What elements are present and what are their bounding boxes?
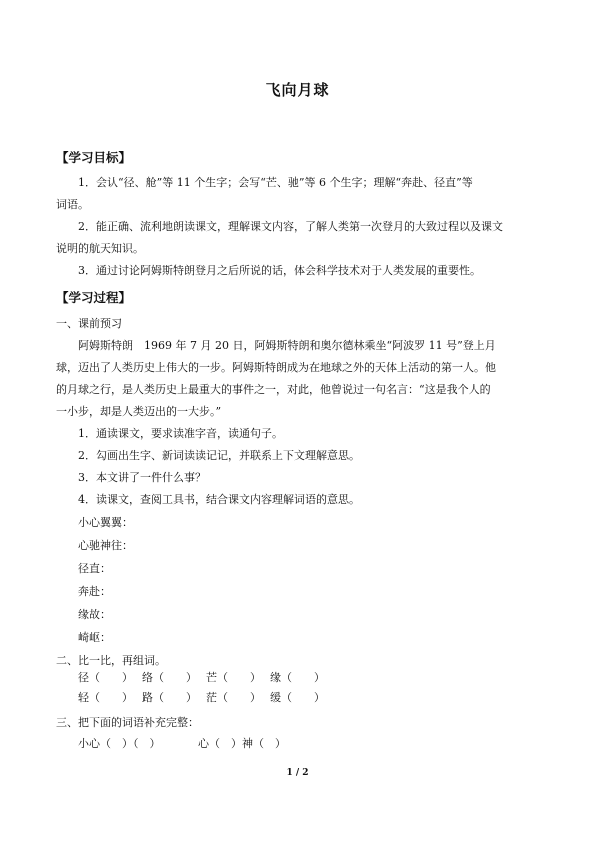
- part1-title: 一、课前预习: [56, 317, 122, 330]
- word-item: 心驰神往：: [78, 539, 133, 552]
- bio-line-4: 一小步，却是人类迈出的一大步。”: [56, 405, 222, 418]
- process-heading: 【学习过程】: [56, 290, 132, 305]
- page-number: 1 / 2: [286, 768, 309, 778]
- compare-cell: 络（ ）: [142, 671, 197, 684]
- bio-line-1: 阿姆斯特朗 1969 年 7 月 20 日，阿姆斯特朗和奥尔德林乘坐“阿波罗 11 号”登上月: [78, 339, 496, 352]
- word-item: 奔赴：: [78, 585, 111, 598]
- word-item: 径直：: [78, 562, 111, 575]
- task-2: 2．勾画出生字、新词读读记记，并联系上下文理解意思。: [78, 449, 360, 462]
- word-item: 缘故：: [78, 608, 111, 621]
- compare-cell: 径（ ）: [78, 671, 133, 684]
- compare-cell: 缓（ ）: [270, 691, 325, 704]
- page-title: 飞向月球: [265, 81, 330, 99]
- objective-2-line-1: 2．能正确、流利地朗读课文，理解课文内容，了解人类第一次登月的大致过程以及课文: [78, 220, 503, 233]
- compare-cell: 缘（ ）: [270, 671, 325, 684]
- bio-line-2: 球，迈出了人类历史上伟大的一步。阿姆斯特朗成为在地球之外的天体上活动的第一人。他: [56, 361, 496, 374]
- task-4: 4．读课文，查阅工具书，结合课文内容理解词语的意思。: [78, 493, 360, 506]
- task-3: 3．本文讲了一件什么事？: [78, 471, 206, 484]
- objectives-heading: 【学习目标】: [56, 150, 132, 165]
- part3-title: 三、把下面的词语补充完整：: [56, 716, 199, 729]
- part2-title: 二、比一比，再组词。: [56, 654, 166, 667]
- fill-blank-2: 心（ ）神（ ）: [198, 737, 286, 750]
- objective-2-line-2: 说明的航天知识。: [56, 242, 144, 255]
- compare-cell: 路（ ）: [142, 691, 197, 704]
- word-item: 小心翼翼：: [78, 516, 133, 529]
- compare-cell: 轻（ ）: [78, 691, 133, 704]
- objective-3: 3．通过讨论阿姆斯特朗登月之后所说的话，体会科学技术对于人类发展的重要性。: [78, 264, 481, 277]
- bio-line-3: 的月球之行，是人类历史上最重大的事件之一，对此，他曾说过一句名言：“这是我个人的: [56, 383, 491, 396]
- compare-cell: 茫（ ）: [206, 691, 261, 704]
- objective-1-line-1: 1．会认“径、舱”等 11 个生字；会写“芒、驰”等 6 个生字；理解“奔赴、径直”等: [78, 176, 473, 189]
- objective-1-line-2: 词语。: [56, 198, 89, 211]
- compare-cell: 芒（ ）: [206, 671, 261, 684]
- fill-blank-1: 小心（ ）（ ）: [78, 737, 161, 750]
- word-item: 崎岖：: [78, 631, 111, 644]
- task-1: 1．通读课文，要求读准字音，读通句子。: [78, 427, 283, 440]
